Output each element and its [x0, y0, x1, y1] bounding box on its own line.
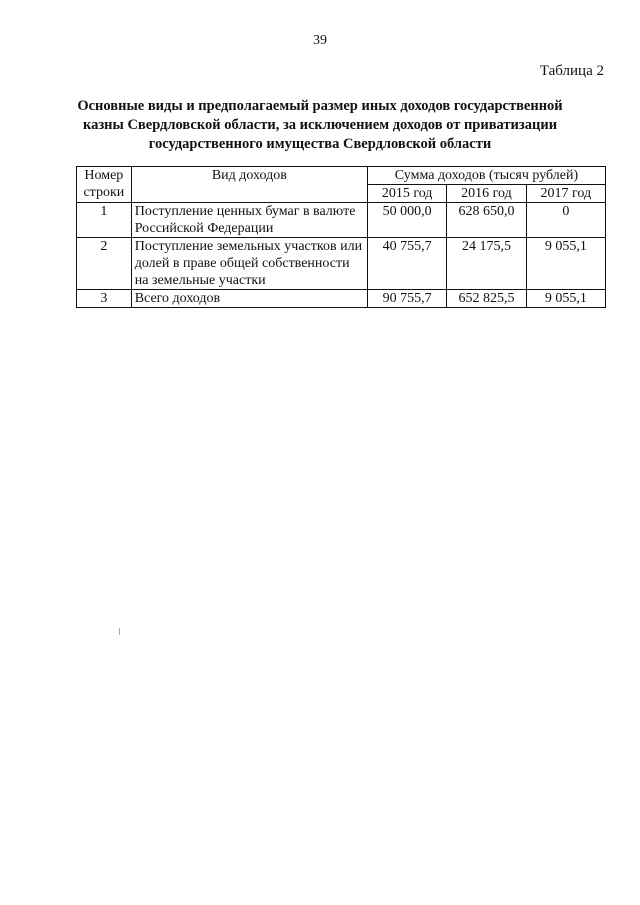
header-number-line: строки — [83, 185, 125, 200]
header-income-type: Вид доходов — [131, 167, 367, 203]
income-type: Поступление ценных бумаг в валюте Российской Федерации — [131, 203, 367, 238]
income-type: Всего доходов — [131, 290, 367, 308]
income-table — [76, 166, 606, 308]
row-number: 1 — [77, 203, 132, 238]
value-cell: 652 825,5 — [447, 290, 526, 308]
table-header-row — [77, 167, 606, 185]
value-cell: 40 755,7 — [367, 238, 446, 290]
table-row — [77, 238, 606, 290]
header-row-number — [77, 167, 132, 203]
title-line: государственного имущества Свердловской области — [148, 136, 492, 152]
scan-mark — [119, 628, 120, 635]
header-number-line: Номер — [84, 168, 124, 183]
value-cell: 9 055,1 — [526, 238, 605, 290]
value-cell: 50 000,0 — [367, 203, 446, 238]
value-cell: 0 — [526, 203, 605, 238]
title-line: казны Свердловской области, за исключением доходов от приватизации — [82, 117, 558, 133]
value-cell: 90 755,7 — [367, 290, 446, 308]
title-line: Основные виды и предполагаемый размер иных доходов государственной — [77, 98, 563, 114]
document-title — [40, 97, 600, 154]
table-row — [77, 203, 606, 238]
value-cell: 628 650,0 — [447, 203, 526, 238]
table-row-total — [77, 290, 606, 308]
table-label: Таблица 2 — [539, 63, 604, 79]
header-year: 2017 год — [526, 185, 605, 203]
header-year: 2016 год — [447, 185, 526, 203]
header-year: 2015 год — [367, 185, 446, 203]
income-type: Поступление земельных участков или долей в праве общей собственности на земельные участки — [131, 238, 367, 290]
value-cell: 9 055,1 — [526, 290, 605, 308]
row-number: 3 — [77, 290, 132, 308]
header-sum: Сумма доходов (тысяч рублей) — [367, 167, 605, 185]
page-number: 39 — [313, 33, 327, 48]
value-cell: 24 175,5 — [447, 238, 526, 290]
row-number: 2 — [77, 238, 132, 290]
